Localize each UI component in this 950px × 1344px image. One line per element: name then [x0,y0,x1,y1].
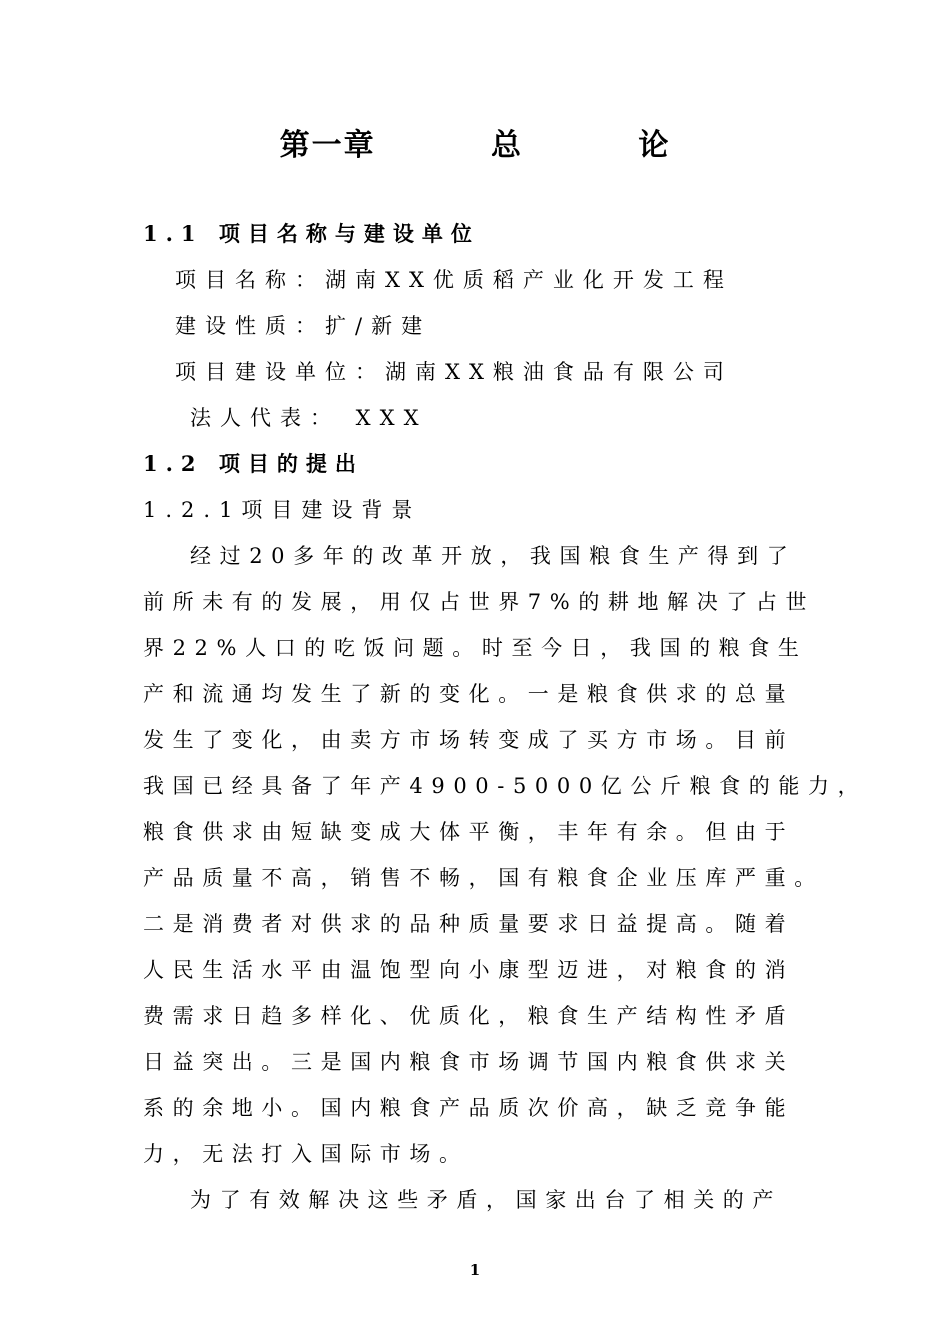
paragraph-line: 产品质量不高，销售不畅，国有粮食企业压库严重。 [143,866,824,890]
project-name-field: 项目名称：湖南XX优质稻产业化开发工程 [175,268,733,292]
paragraph-line: 界22%人口的吃饭问题。时至今日，我国的粮食生 [143,636,808,660]
section-heading-1-2: 1.2 项目的提出 [143,451,364,476]
construction-nature-field: 建设性质：扩/新建 [175,314,432,338]
paragraph-line: 粮食供求由短缺变成大体平衡，丰年有余。但由于 [143,820,795,844]
paragraph-line: 前所未有的发展，用仅占世界7%的耕地解决了占世 [143,590,816,614]
paragraph-line: 人民生活水平由温饱型向小康型迈进，对粮食的消 [143,958,795,982]
construction-unit-field: 项目建设单位：湖南XX粮油食品有限公司 [175,360,733,384]
paragraph-line: 系的余地小。国内粮食产品质次价高，缺乏竞争能 [143,1096,795,1120]
paragraph-line: 日益突出。三是国内粮食市场调节国内粮食供求关 [143,1050,795,1074]
subsection-heading-1-2-1: 1.2.1项目建设背景 [143,498,422,522]
chapter-title: 第一章 总 论 [279,128,671,163]
paragraph-line: 发生了变化，由卖方市场转变成了买方市场。目前 [143,728,795,752]
page-number: 1 [469,1261,481,1279]
paragraph-line: 费需求日趋多样化、优质化，粮食生产结构性矛盾 [143,1004,795,1028]
paragraph-line: 力，无法打入国际市场。 [143,1142,469,1166]
paragraph-line: 经过20多年的改革开放，我国粮食生产得到了 [190,544,797,568]
paragraph-line: 产和流通均发生了新的变化。一是粮食供求的总量 [143,682,795,706]
paragraph-line: 二是消费者对供求的品种质量要求日益提高。随着 [143,912,795,936]
section-heading-1-1: 1.1 项目名称与建设单位 [143,221,480,246]
paragraph-line: 我国已经具备了年产4900-5000亿公斤粮食的能力， [143,774,868,798]
paragraph-line: 为了有效解决这些矛盾，国家出台了相关的产 [190,1188,782,1212]
legal-representative-field: 法人代表： XXX [190,406,428,430]
